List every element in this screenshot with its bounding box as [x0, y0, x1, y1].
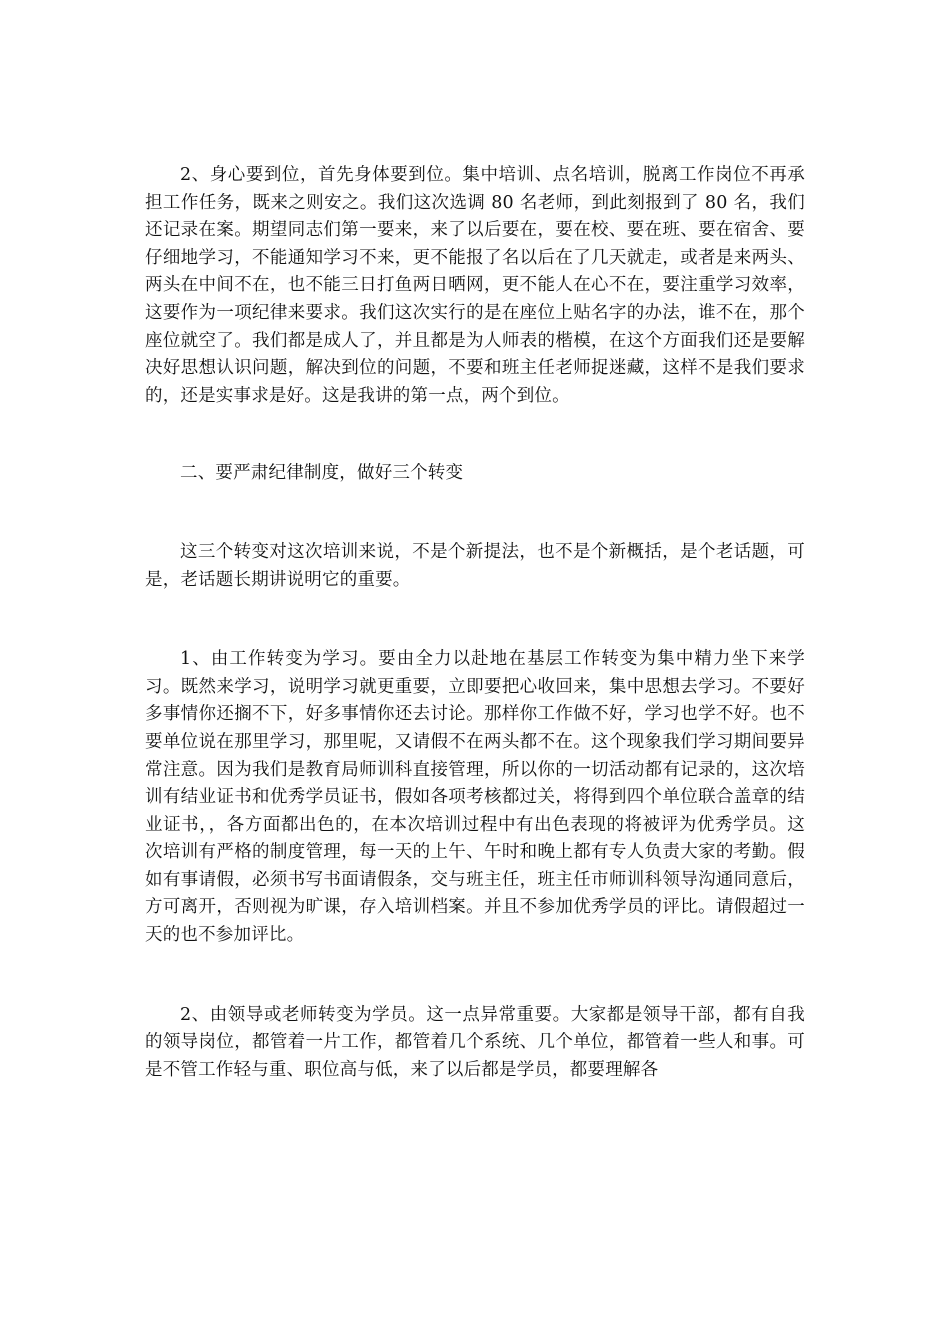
paragraph-spacer: [145, 594, 805, 646]
paragraph-work-to-study: 1、由工作转变为学习。要由全力以赴地在基层工作转变为集中精力坐下来学习。既然来学习，说明学习就更重要，立即要把心收回来，集中思想去学习。不要好多事情你还搁不下，好多事情你还去讨论。那样你工作做不好，学习也学不好。也不要单位说在那里学习，那里呢，又请假不在两头都不在。这个现象我们学习期间要异常注意。因为我们是教育局师训科直接管理，所以你的一切活动都有记录的，这次培训有结业证书和优秀学员证书，假如各项考核都过关，将得到四个单位联合盖章的结业证书，，各方面都出色的，在本次培训过程中有出色表现的将被评为优秀学员。这次培训有严格的制度管理，每一天的上午、午时和晚上都有专人负责大家的考勤。假如有事请假，必须书写书面请假条，交与班主任，班主任市师训科领导沟通同意后，方可离开，否则视为旷课，存入培训档案。并且不参加优秀学员的评比。请假超过一天的也不参加评比。: [145, 649, 805, 946]
section-heading: 二、要严肃纪律制度，做好三个转变: [180, 463, 464, 484]
paragraph-spacer: [145, 410, 805, 460]
paragraph-leader-to-student: 2、由领导或老师转变为学员。这一点异常重要。大家都是领导干部，都有自我的领导岗位，都管着一片工作，都管着几个系统、几个单位，都管着一些人和事。可是不管工作轻与重、职位高与低，来了以后都是学员，都要理解各: [145, 1004, 805, 1080]
document-page: [145, 162, 805, 1084]
paragraph-three-changes: 这三个转变对这次培训来说，不是个新提法，也不是个新概括，是个老话题，可是，老话题长期讲说明它的重要。: [145, 541, 805, 590]
paragraph-spacer: [145, 950, 805, 1002]
paragraph-spacer: [145, 488, 805, 539]
paragraph-attendance: 2、身心要到位，首先身体要到位。集中培训、点名培训，脱离工作岗位不再承担工作任务，既来之则安之。我们这次选调 80 名老师，到此刻报到了 80 名，我们还记录在案。期望同志们第一要来，来了以后要在，要在校、要在班、要在宿舍、要仔细地学习，不能通知学习不来，更不能报了名以后在了几天就走，或者是来两头、两头在中间不在，也不能三日打鱼两日晒网，更不能人在心不在，要注重学习效率，这要作为一项纪律来要求。我们这次实行的是在座位上贴名字的办法，谁不在，那个座位就空了。我们都是成人了，并且都是为人师表的楷模，在这个方面我们还是要解决好思想认识问题，解决到位的问题，不要和班主任老师捉迷藏，这样不是我们要求的，还是实事求是好。这是我讲的第一点，两个到位。: [145, 165, 805, 406]
